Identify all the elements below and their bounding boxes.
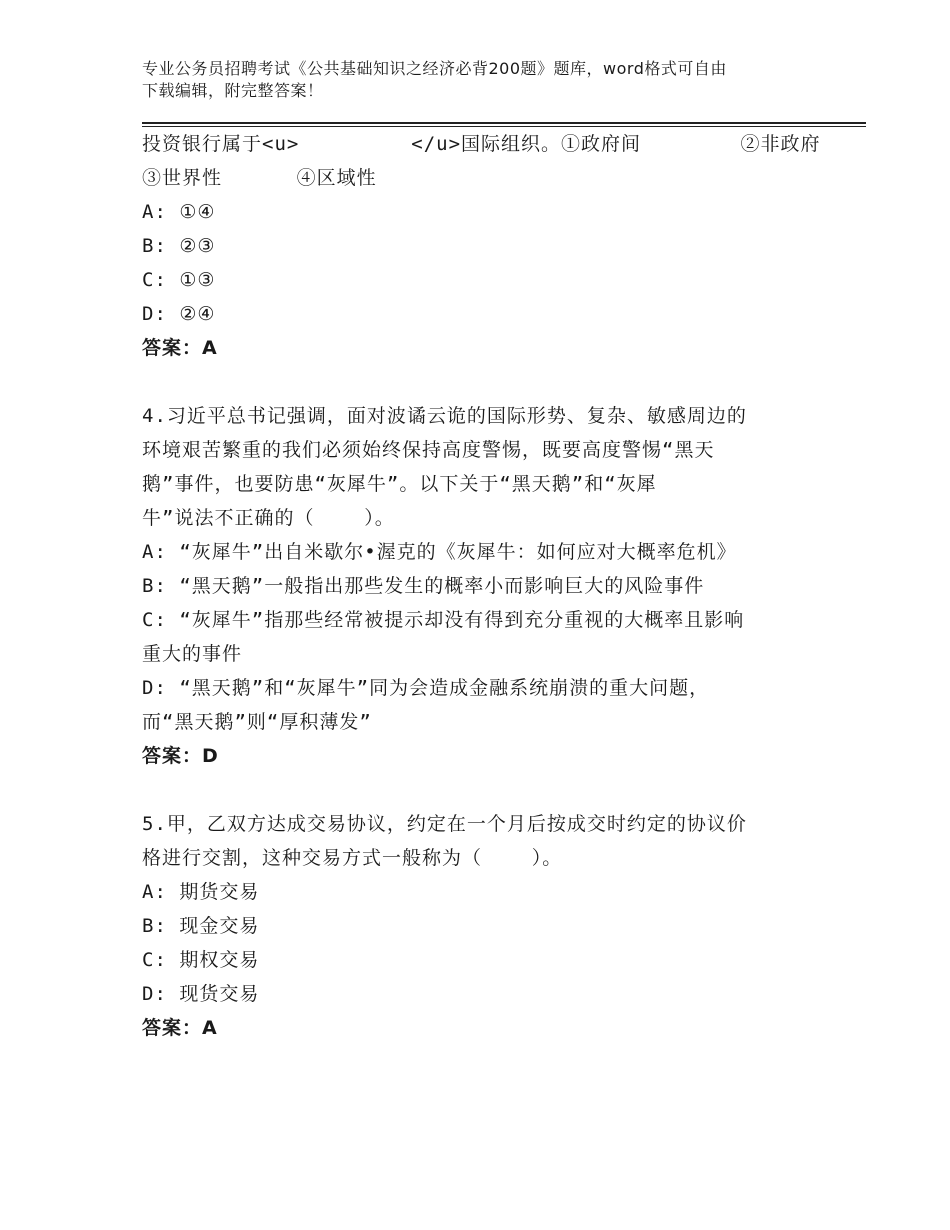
- option-b: B: “黑天鹅”一般指出那些发生的概率小而影响巨大的风险事件: [142, 575, 705, 597]
- question-stem-line: 5.甲，乙双方达成交易协议，约定在一个月后按成交时约定的协议价: [142, 813, 747, 835]
- question-stem-line: 格进行交割，这种交易方式一般称为（ ）。: [142, 847, 563, 869]
- option-d: D: “黑天鹅”和“灰犀牛”同为会造成金融系统崩溃的重大问题，: [142, 677, 710, 699]
- option-c: C: 期权交易: [142, 949, 260, 971]
- question-stem-line: ③世界性 ④区域性: [142, 167, 377, 189]
- option-c: C: “灰犀牛”指那些经常被提示却没有得到充分重视的大概率且影响: [142, 609, 745, 631]
- option-b: B: 现金交易: [142, 915, 260, 937]
- question-stem-line: 牛”说法不正确的（ ）。: [142, 507, 395, 529]
- question-stem-line: 4.习近平总书记强调，面对波谲云诡的国际形势、复杂、敏感周边的: [142, 405, 747, 427]
- option-a: A: ①④: [142, 201, 216, 223]
- question-4: [142, 399, 822, 773]
- option-d-continued: 而“黑天鹅”则“厚积薄发”: [142, 711, 372, 733]
- question-stem-line: 环境艰苦繁重的我们必须始终保持高度警惕，既要高度警惕“黑天: [142, 439, 715, 461]
- answer-label: 答案：A: [142, 337, 218, 359]
- header-divider-thick: [142, 122, 866, 124]
- option-c-continued: 重大的事件: [142, 643, 243, 665]
- answer-label: 答案：A: [142, 1017, 218, 1039]
- question-5: [142, 807, 822, 1045]
- header-line-1: 专业公务员招聘考试《公共基础知识之经济必背200题》题库，word格式可自由: [142, 59, 727, 78]
- header-line-2: 下载编辑，附完整答案！: [142, 81, 324, 100]
- option-a: A: “灰犀牛”出自米歇尔•渥克的《灰犀牛：如何应对大概率危机》: [142, 541, 737, 563]
- option-b: B: ②③: [142, 235, 216, 257]
- document-header: [142, 58, 822, 102]
- question-stem-line: 鹅”事件，也要防患“灰犀牛”。以下关于“黑天鹅”和“灰犀: [142, 473, 657, 495]
- answer-label: 答案：D: [142, 745, 219, 767]
- option-d: D: 现货交易: [142, 983, 260, 1005]
- option-c: C: ①③: [142, 269, 216, 291]
- option-a: A: 期货交易: [142, 881, 260, 903]
- option-d: D: ②④: [142, 303, 216, 325]
- question-3: [142, 127, 822, 365]
- question-stem-line: 投资银行属于<u> </u>国际组织。①政府间 ②非政府: [142, 133, 821, 155]
- question-list: [142, 127, 822, 1079]
